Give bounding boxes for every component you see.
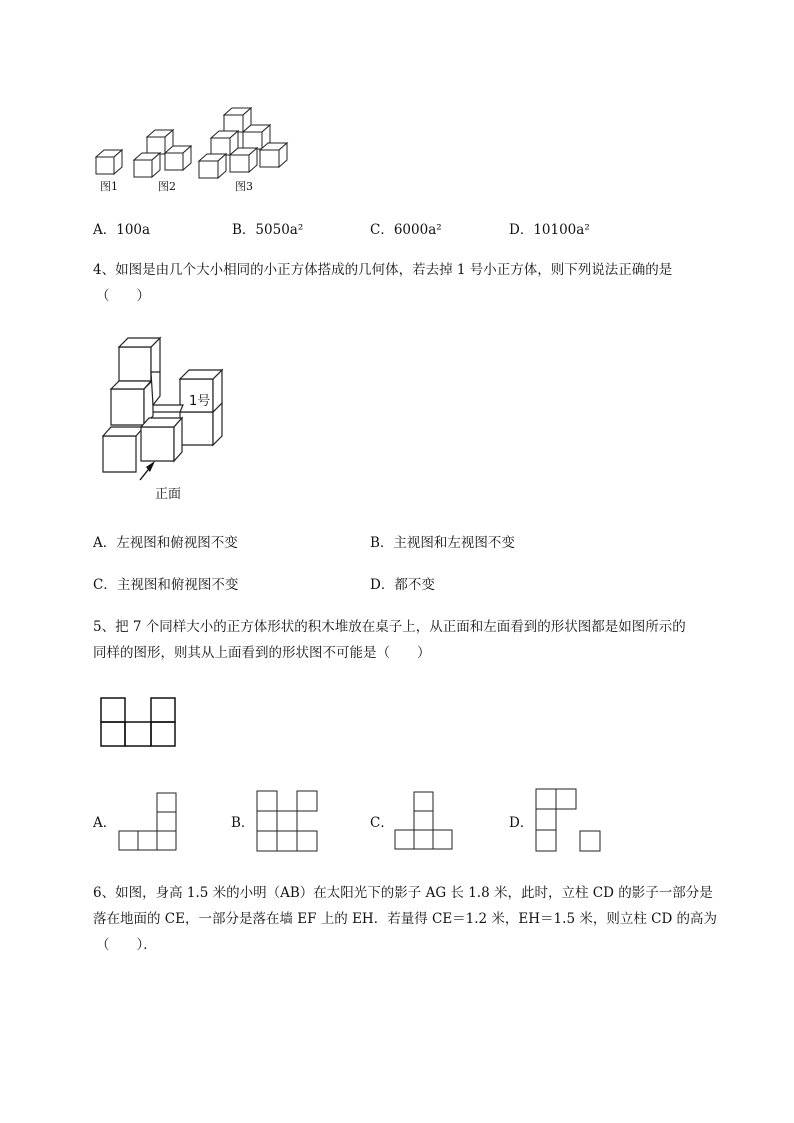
option-letter: B．	[232, 222, 256, 238]
q5-option-b[interactable]: B．	[231, 815, 255, 831]
option-text: 10100a²	[533, 222, 590, 238]
option-letter: C．	[370, 222, 394, 238]
figure-label-2: 图2	[158, 180, 176, 193]
q5-option-a[interactable]: A．	[93, 815, 117, 831]
option-text: 主视图和左视图不变	[393, 535, 515, 551]
figure-label-3: 图3	[235, 180, 253, 193]
option-letter: A．	[93, 222, 117, 238]
q5-option-d[interactable]: D．	[509, 815, 534, 831]
option-text: 100a	[116, 222, 151, 238]
q4-stem: 4、如图是由几个大小相同的小正方体搭成的几何体，若去掉 1 号小正方体，则下列说法正确的是	[93, 262, 673, 278]
option-letter: C．	[93, 577, 117, 593]
option-letter: A．	[93, 535, 117, 551]
q6-line1: 6、如图，身高 1.5 米的小明（AB）在太阳光下的影子 AG 长 1.8 米，此时，立柱 CD 的影子一部分是	[93, 885, 713, 901]
option-letter: D．	[509, 222, 534, 238]
option-letter: D．	[370, 577, 395, 593]
option-text: 主视图和俯视图不变	[116, 577, 239, 593]
q6-line3: （ ）．	[96, 937, 157, 953]
q4-blank: （ ）	[96, 288, 150, 304]
q6-line2: 落在地面的 CE，一部分是落在墙 EF 上的 EH．若量得 CE＝1.2 米，EH＝1.5 米，则立柱 CD 的高为	[93, 911, 718, 927]
option-text: 左视图和俯视图不变	[116, 535, 238, 551]
q5-stem-line1: 5、把 7 个同样大小的正方体形状的积木堆放在桌子上，从正面和左面看到的形状图都是如图所示的	[93, 619, 686, 635]
q5-stem-line2: 同样的图形，则其从上面看到的形状图不可能是（ ）	[93, 645, 431, 661]
option-letter: B．	[370, 535, 394, 551]
cube-1-label: 1号	[189, 394, 211, 409]
option-text: 6000a²	[393, 222, 442, 238]
front-label: 正面	[155, 487, 182, 502]
figure-label-1: 图1	[100, 180, 118, 193]
q5-option-c[interactable]: C．	[370, 815, 394, 831]
option-text: 5050a²	[255, 222, 304, 238]
option-text: 都不变	[394, 577, 435, 593]
